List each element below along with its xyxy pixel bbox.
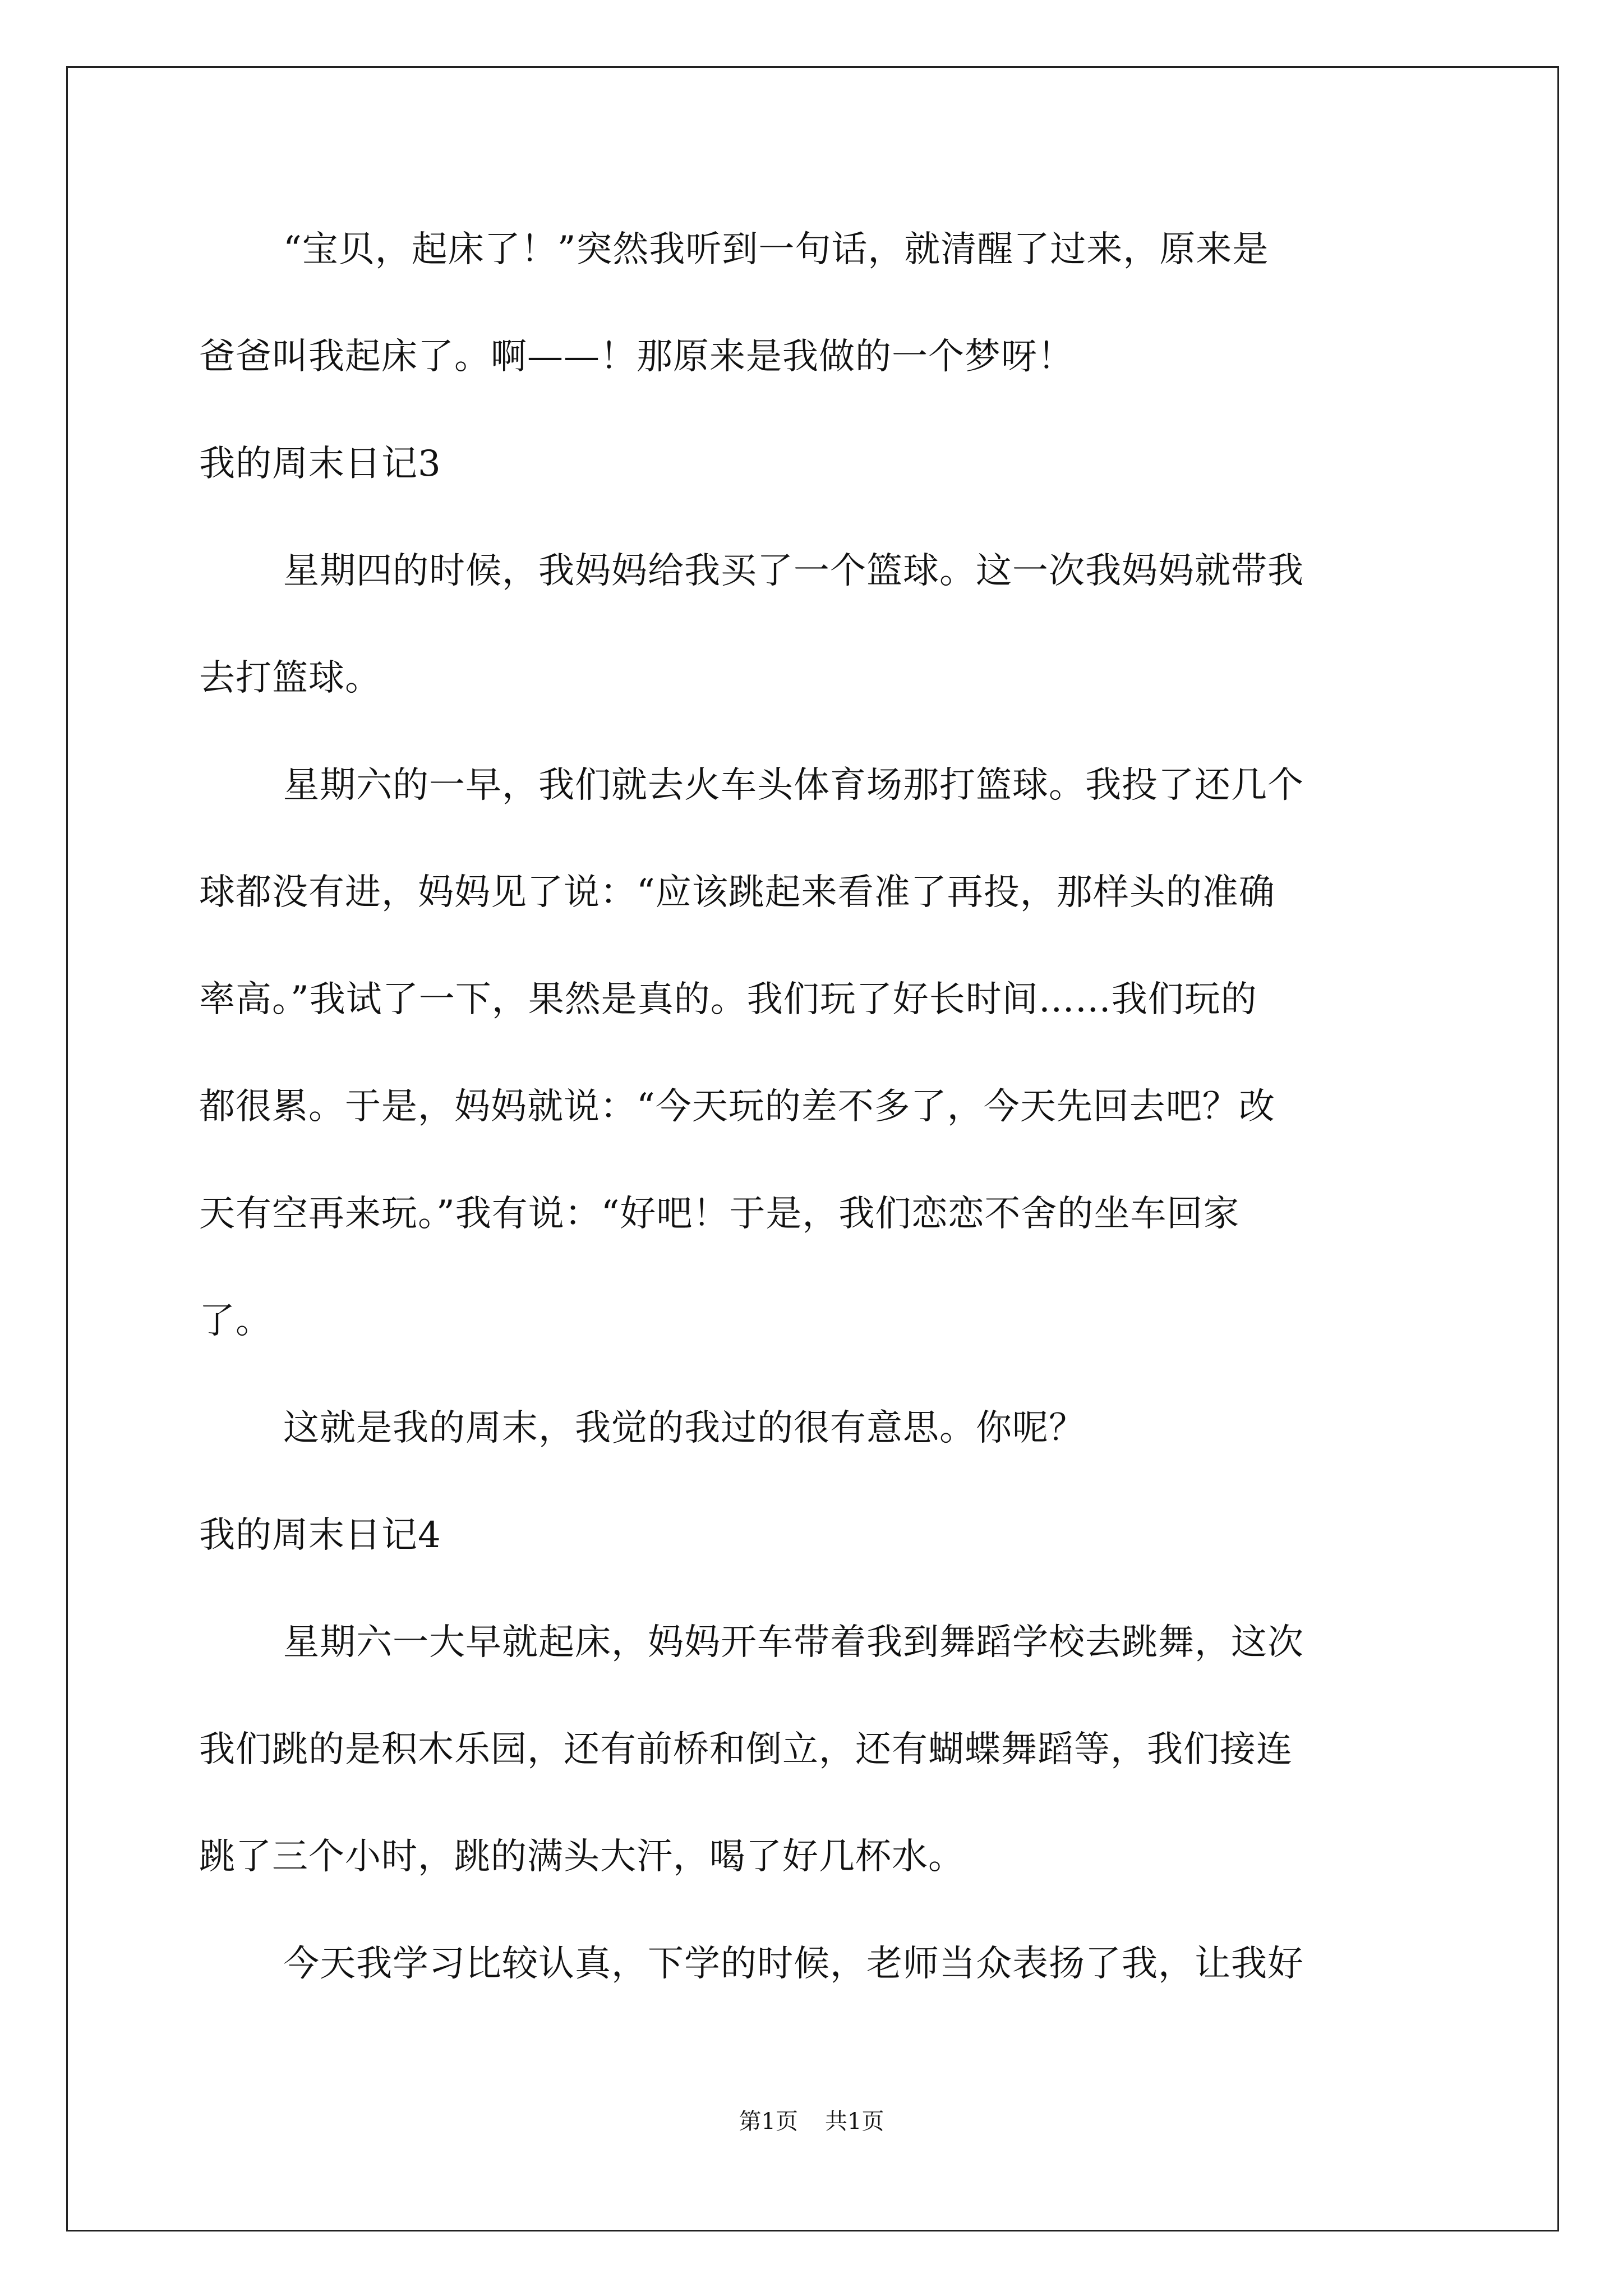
page-footer <box>0 2105 1623 2138</box>
text-line: 了。 <box>199 1300 272 1342</box>
text-line: 都很累。于是，妈妈就说：“今天玩的差不多了，今天先回去吧？改 <box>199 1086 1275 1128</box>
text-line: 我们跳的是积木乐园，还有前桥和倒立，还有蝴蝶舞蹈等，我们接连 <box>199 1729 1293 1770</box>
text-line: 今天我学习比较认真，下学的时候，老师当众表扬了我，让我好 <box>283 1943 1304 1985</box>
text-line: 跳了三个小时，跳的满头大汗，喝了好几杯水。 <box>199 1836 965 1878</box>
text-line: 爸爸叫我起床了。啊——！那原来是我做的一个梦呀！ <box>199 336 1074 378</box>
text-line: 率高。”我试了一下，果然是真的。我们玩了好长时间……我们玩的 <box>199 979 1257 1020</box>
page-number: 第1页 <box>739 2109 798 2134</box>
text-line: 星期六的一早，我们就去火车头体育场那打篮球。我投了还几个 <box>283 765 1304 806</box>
text-line: 球都没有进，妈妈见了说：“应该跳起来看准了再投，那样头的准确 <box>199 872 1275 913</box>
section-heading: 我的周末日记3 <box>199 443 441 485</box>
document-body <box>199 196 1427 2018</box>
text-line: 星期六一大早就起床，妈妈开车带着我到舞蹈学校去跳舞，这次 <box>283 1622 1304 1663</box>
text-line: 星期四的时候，我妈妈给我买了一个篮球。这一次我妈妈就带我 <box>283 550 1304 592</box>
text-line: 天有空再来玩。”我有说：“好吧！于是，我们恋恋不舍的坐车回家 <box>199 1193 1240 1235</box>
section-heading: 我的周末日记4 <box>199 1515 441 1556</box>
page-total: 共1页 <box>825 2109 884 2134</box>
text-line: 去打篮球。 <box>199 657 381 699</box>
text-line: 这就是我的周末，我觉的我过的很有意思。你呢？ <box>283 1407 1085 1449</box>
text-line: “宝贝，起床了！”突然我听到一句话，就清醒了过来，原来是 <box>283 229 1269 270</box>
